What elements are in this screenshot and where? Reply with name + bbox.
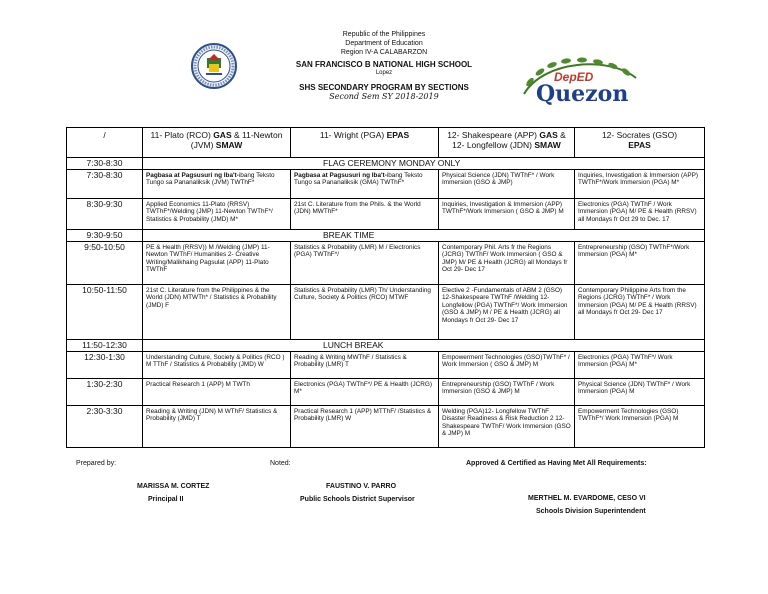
class-cell <box>439 352 575 379</box>
schedule-row <box>67 242 705 285</box>
cell-text: PE & Health (RRSV)) M /Welding (JMP) 11-Newton TWThF/ Humanities 2- Creative Writing/Malikhaing Pagsulat (APP) 11-Plato TWThF <box>146 244 270 274</box>
cell-text: Welding (PGA)12- Longfellow TWThF Disaster Readiness & Risk Reduction 2 12-Shakespeare TWThF/ Work Immersion (GSO & JMP) M <box>442 408 571 438</box>
time-slot: 7:30-8:30 <box>67 170 143 199</box>
time-slot: 2:30-3:30 <box>67 406 143 448</box>
class-cell <box>575 379 705 406</box>
section-header: 11- Plato (RCO) GAS & 11-Newton (JVM) SMAW <box>143 128 291 158</box>
span-label: BREAK TIME <box>143 230 705 242</box>
section-header: 11- Wright (PGA) EPAS <box>291 128 439 158</box>
class-cell <box>575 242 705 285</box>
class-cell <box>143 285 291 340</box>
time-slot: 7:30-8:30 <box>67 158 143 170</box>
cell-text: Practical Research 1 (APP) MTThF/ /Statistics & Probability (LMR) W <box>294 408 432 423</box>
span-label: FLAG CEREMONY MONDAY ONLY <box>143 158 705 170</box>
cell-text: Empowerment Technologies (GSO) TWThF*/ Work Immersion (PGA) M <box>578 408 679 423</box>
cell-text: Entrepreneurship (GSO) TWThF*/Work Immersion (PGA) M* <box>578 244 690 259</box>
schedule-row <box>67 199 705 230</box>
town-name: Lopez <box>375 70 393 76</box>
class-cell <box>143 242 291 285</box>
department-line: Department of Education <box>345 40 423 47</box>
cell-text: Inquiries, Investigation & Immersion (APP) TWThF*/Work Immersion ( GSO & JMP) M <box>442 201 564 216</box>
span-label: LUNCH BREAK <box>143 340 705 352</box>
class-cell <box>575 199 705 230</box>
schedule-row <box>67 170 705 199</box>
school-seal-icon <box>190 42 238 90</box>
header-row <box>67 128 705 158</box>
cell-text: Electronics (PGA) TWThF*/ Work Immersion (PGA) M* <box>578 354 673 369</box>
class-cell <box>575 352 705 379</box>
supervisor-title: Public Schools District Supervisor <box>300 496 415 503</box>
cell-text: Reading & Writing (JDN) M WThF/ Statistics & Probability (JMD) T <box>146 408 278 423</box>
class-cell <box>575 285 705 340</box>
schedule-row <box>67 379 705 406</box>
superintendent-name: MERTHEL M. EVARDOME, CESO VI <box>528 495 646 502</box>
principal-name: MARISSA M. CORTEZ <box>137 483 210 490</box>
schedule-row <box>67 352 705 379</box>
class-cell <box>439 379 575 406</box>
noted-label: Noted: <box>270 460 291 467</box>
class-cell <box>291 406 439 448</box>
supervisor-name: FAUSTINO V. PARRO <box>326 483 397 490</box>
program-title: SHS SECONDARY PROGRAM BY SECTIONS <box>299 83 469 92</box>
republic-line: Republic of the Philippines <box>342 31 426 38</box>
time-slot: 10:50-11:50 <box>67 285 143 340</box>
subject-bold: Pagbasa at Pagsusuri ng Iba't- <box>146 172 239 179</box>
school-name: SAN FRANCISCO B NATIONAL HIGH SCHOOL <box>295 60 473 69</box>
class-cell <box>143 406 291 448</box>
cell-text: 21st C. Literature from the Philippines & the World (JDN) MTWTh* / Statistics & Probability (JMD) F <box>146 287 277 309</box>
cell-text: Contemporary Philippine Arts from the Regions (JCRG) TWThF* / Work Immersion (PGA) M/ PE & Health (RRSV) all Mondays fr Oct 29- Dec 17 <box>578 287 697 317</box>
cell-text: Physical Science (JDN) TWThF* / Work Immersion (PGA) M <box>578 381 691 396</box>
cell-text: Applied Economics 11-Plato (RRSV) TWThF*/Welding (JMP) 11-Newton TWThF*/ Statistics & Probability (JMD) M* <box>146 201 273 223</box>
class-cell <box>291 285 439 340</box>
section-header: 12- Shakespeare (APP) GAS & 12- Longfellow (JDN) SMAW <box>439 128 575 158</box>
time-slot: 1:30-2:30 <box>67 379 143 406</box>
class-cell <box>575 406 705 448</box>
prepared-by-label: Prepared by: <box>76 460 117 467</box>
class-cell <box>575 170 705 199</box>
region-line: Region IV-A CALABARZON <box>340 49 428 56</box>
svg-text:DepED: DepED <box>554 70 594 84</box>
corner-cell: / <box>67 128 143 158</box>
cell-text: Entrepreneurship (GSO) TWThF / Work Immersion (GSO & JMP) M <box>442 381 555 396</box>
class-cell <box>291 242 439 285</box>
class-cell <box>439 406 575 448</box>
class-cell <box>143 199 291 230</box>
class-cell <box>439 242 575 285</box>
cell-text: Electronics (PGA) TWThF*/ PE & Health (JCRG) M* <box>294 381 433 396</box>
cell-text: Understanding Culture, Society & Politics (RCO ) M TThF / Statistics & Probability (JMD) W <box>146 354 285 369</box>
cell-text: 21st C. Literature from the Phils. & the World (JDN) MWThF* <box>294 201 421 216</box>
section-header: 12- Socrates (GSO) EPAS <box>575 128 705 158</box>
break-row <box>67 340 705 352</box>
subject-bold: Pagbasa at Pagsusuri ng Iba't- <box>294 172 387 179</box>
time-slot: 12:30-1:30 <box>67 352 143 379</box>
break-row <box>67 230 705 242</box>
superintendent-title: Schools Division Superintendent <box>536 508 646 515</box>
semester-line: Second Sem SY 2018-2019 <box>329 92 439 101</box>
schedule-row <box>67 406 705 448</box>
cell-text: Electronics (PGA) TWThF / Work Immersion (PGA) M/ PE & Health (RRSV) all Mondays fr Oct 29 to Dec. 17 <box>578 201 697 223</box>
time-slot: 11:50-12:30 <box>67 340 143 352</box>
class-cell <box>291 352 439 379</box>
cell-text: Elective 2 -Fundamentals of ABM 2 (GSO) 12-Shakespeare TWThF /Welding 12-Longfellow (PGA) TWThF*/ Work Immersion (GSO & JMP) M / PE & Health (JCRG) all Mondays fr Oct 29- Dec 17 <box>442 287 568 324</box>
cell-text: Statistics & Probability (LMR) Th/ Understanding Culture, Society & Politics (RCO) MTWF <box>294 287 431 302</box>
time-slot: 8:30-9:30 <box>67 199 143 230</box>
cell-text: ibang Teksto Tungo sa Pananaliksik (JVM) TWThF* <box>146 172 275 187</box>
class-cell <box>143 379 291 406</box>
schedule-table <box>66 127 705 448</box>
class-cell <box>291 199 439 230</box>
class-cell <box>143 352 291 379</box>
cell-text: Statistics & Probability (LMR) M / Electronics (PGA) TWThF*/ <box>294 244 421 259</box>
time-slot: 9:50-10:50 <box>67 242 143 285</box>
deped-quezon-logo <box>514 54 646 106</box>
class-cell <box>439 285 575 340</box>
document-header <box>0 30 768 101</box>
cell-text: Physical Science (JDN) TWThF* / Work Immersion (GSO & JMP) <box>442 172 555 187</box>
time-slot: 9:30-9:50 <box>67 230 143 242</box>
schedule-row <box>67 285 705 340</box>
approved-label: Approved & Certified as Having Met All Requirements: <box>466 460 647 467</box>
cell-text: Empowerment Technologies (GSO)TWThF* / Work Immersion ( GSO & JMP) M <box>442 354 570 369</box>
class-cell <box>291 379 439 406</box>
class-cell <box>143 170 291 199</box>
cell-text: ibang Teksto Tungo sa Pananaliksik (GMA) TWThF* <box>294 172 423 187</box>
principal-title: Principal II <box>148 496 184 503</box>
class-cell <box>439 199 575 230</box>
cell-text: Practical Research 1 (APP) M TWTh <box>146 381 250 388</box>
cell-text: Contemporary Phil. Arts fr the Regions (JCRG) TWThF/ Work Immersion ( GSO & JMP) M/ PE & Health (JCRG) all Mondays fr Oct 29- Dec 17 <box>442 244 568 274</box>
cell-text: Inquiries, Investigation & Immersion (APP) TWThF*/Work Immersion (PGA) M* <box>578 172 699 187</box>
class-cell <box>291 170 439 199</box>
break-row <box>67 158 705 170</box>
class-cell <box>439 170 575 199</box>
svg-text:Quezon: Quezon <box>536 81 629 106</box>
cell-text: Reading & Writing MWThF / Statistics & Probability (LMR) T <box>294 354 407 369</box>
